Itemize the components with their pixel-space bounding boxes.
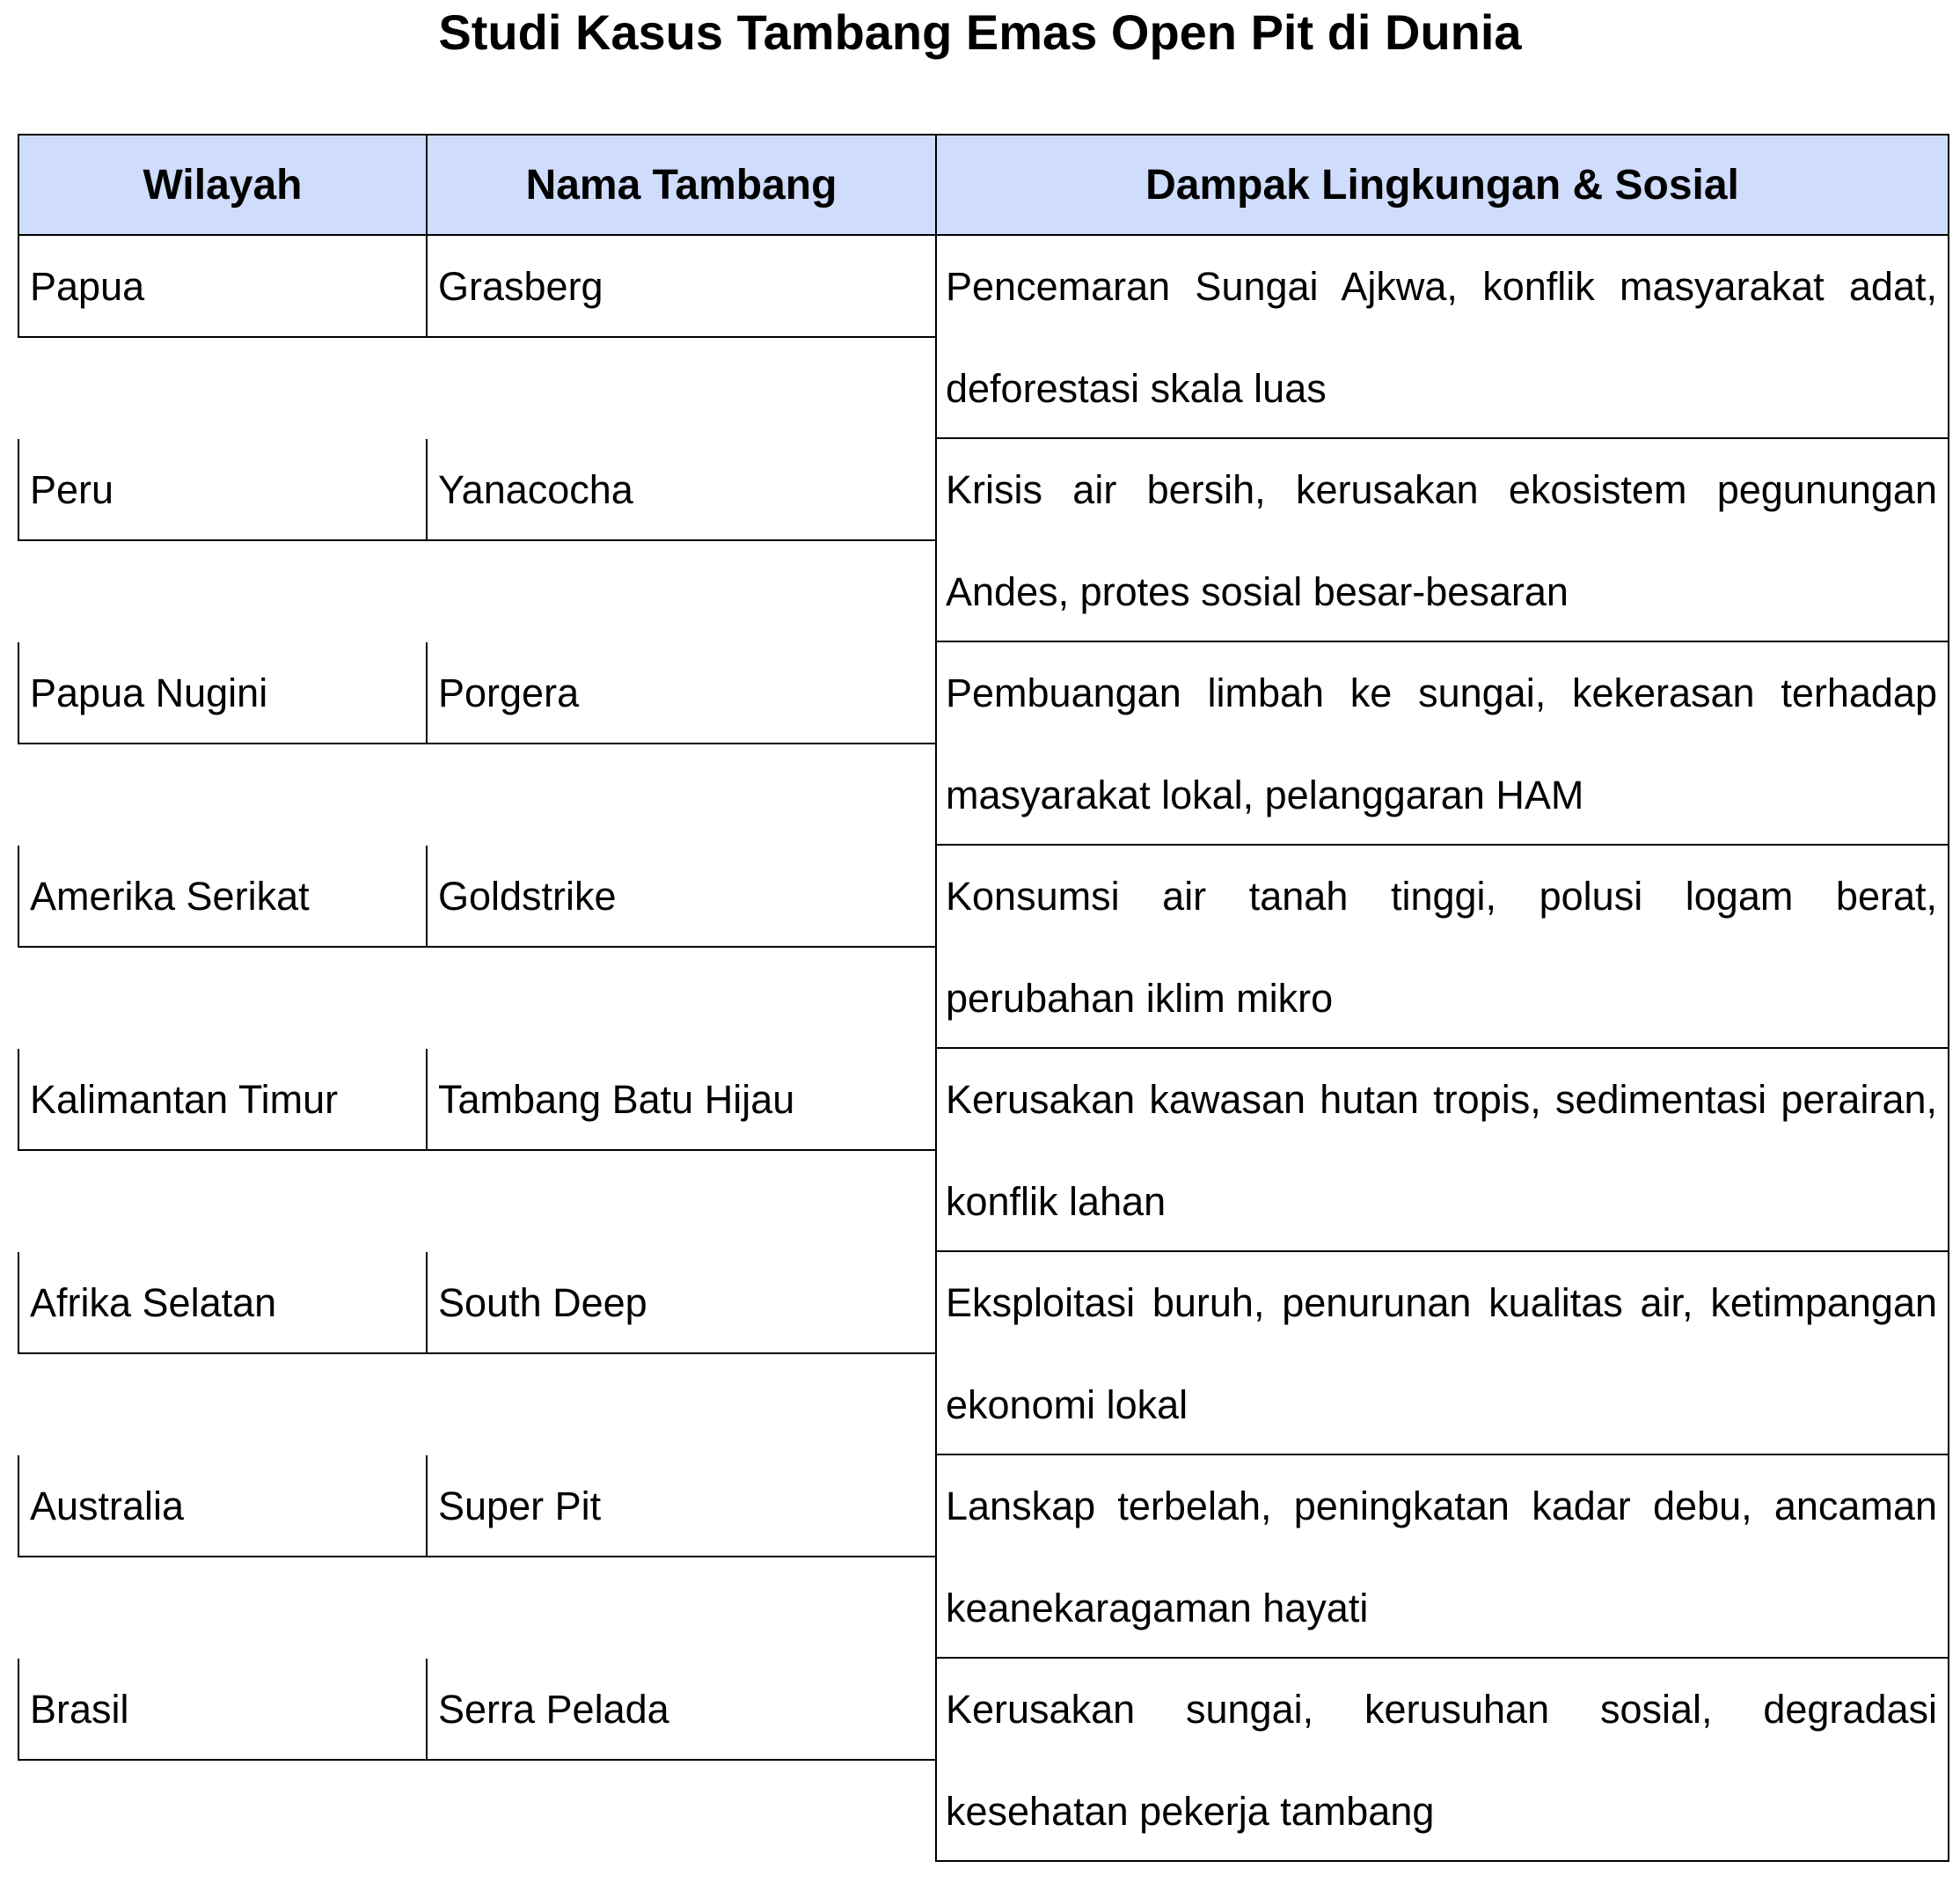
header-dampak: Dampak Lingkungan & Sosial <box>935 134 1949 236</box>
cell-dampak <box>935 439 1949 642</box>
table-row <box>18 236 1949 439</box>
cell-dampak-text: Kerusakan sungai, kerusuhan sosial, degradasi kesehatan pekerja tambang <box>946 1687 1937 1834</box>
cell-dampak <box>935 1659 1949 1862</box>
cell-nama-tambang: Serra Pelada <box>426 1659 935 1761</box>
cell-nama-tambang: Tambang Batu Hijau <box>426 1049 935 1151</box>
cell-dampak <box>935 1049 1949 1252</box>
cell-nama-tambang: South Deep <box>426 1252 935 1354</box>
cell-nama-tambang: Grasberg <box>426 236 935 338</box>
cell-dampak-text: Pencemaran Sungai Ajkwa, konflik masyarakat adat, deforestasi skala luas <box>946 264 1937 411</box>
cell-dampak <box>935 1455 1949 1659</box>
cell-wilayah: Australia <box>18 1455 426 1557</box>
cell-dampak-text: Pembuangan limbah ke sungai, kekerasan terhadap masyarakat lokal, pelanggaran HAM <box>946 670 1937 817</box>
cell-nama-tambang: Goldstrike <box>426 846 935 948</box>
table-row <box>18 642 1949 846</box>
table-row <box>18 1252 1949 1455</box>
cell-dampak-text: Kerusakan kawasan hutan tropis, sedimentasi perairan, konflik lahan <box>946 1077 1937 1224</box>
table-row <box>18 1049 1949 1252</box>
table-row <box>18 846 1949 1049</box>
table-row <box>18 1659 1949 1862</box>
cell-dampak <box>935 642 1949 846</box>
cell-wilayah: Papua Nugini <box>18 642 426 744</box>
cell-dampak <box>935 236 1949 439</box>
header-wilayah: Wilayah <box>18 134 426 236</box>
cell-dampak <box>935 846 1949 1049</box>
cell-wilayah: Amerika Serikat <box>18 846 426 948</box>
cell-wilayah: Papua <box>18 236 426 338</box>
cell-wilayah: Afrika Selatan <box>18 1252 426 1354</box>
case-study-table <box>18 134 1949 1862</box>
header-nama-tambang: Nama Tambang <box>426 134 935 236</box>
cell-wilayah: Kalimantan Timur <box>18 1049 426 1151</box>
cell-dampak-text: Konsumsi air tanah tinggi, polusi logam berat, perubahan iklim mikro <box>946 874 1937 1021</box>
table-header-row <box>18 134 1949 236</box>
table-row <box>18 439 1949 642</box>
page-title: Studi Kasus Tambang Emas Open Pit di Dunia <box>438 4 1522 60</box>
cell-dampak-text: Eksploitasi buruh, penurunan kualitas air, ketimpangan ekonomi lokal <box>946 1280 1937 1427</box>
cell-wilayah: Peru <box>18 439 426 541</box>
cell-dampak-text: Krisis air bersih, kerusakan ekosistem pegunungan Andes, protes sosial besar-besaran <box>946 467 1937 614</box>
cell-nama-tambang: Yanacocha <box>426 439 935 541</box>
table-row <box>18 1455 1949 1659</box>
cell-nama-tambang: Porgera <box>426 642 935 744</box>
cell-dampak-text: Lanskap terbelah, peningkatan kadar debu, ancaman keanekaragaman hayati <box>946 1484 1937 1630</box>
cell-wilayah: Brasil <box>18 1659 426 1761</box>
cell-dampak <box>935 1252 1949 1455</box>
cell-nama-tambang: Super Pit <box>426 1455 935 1557</box>
